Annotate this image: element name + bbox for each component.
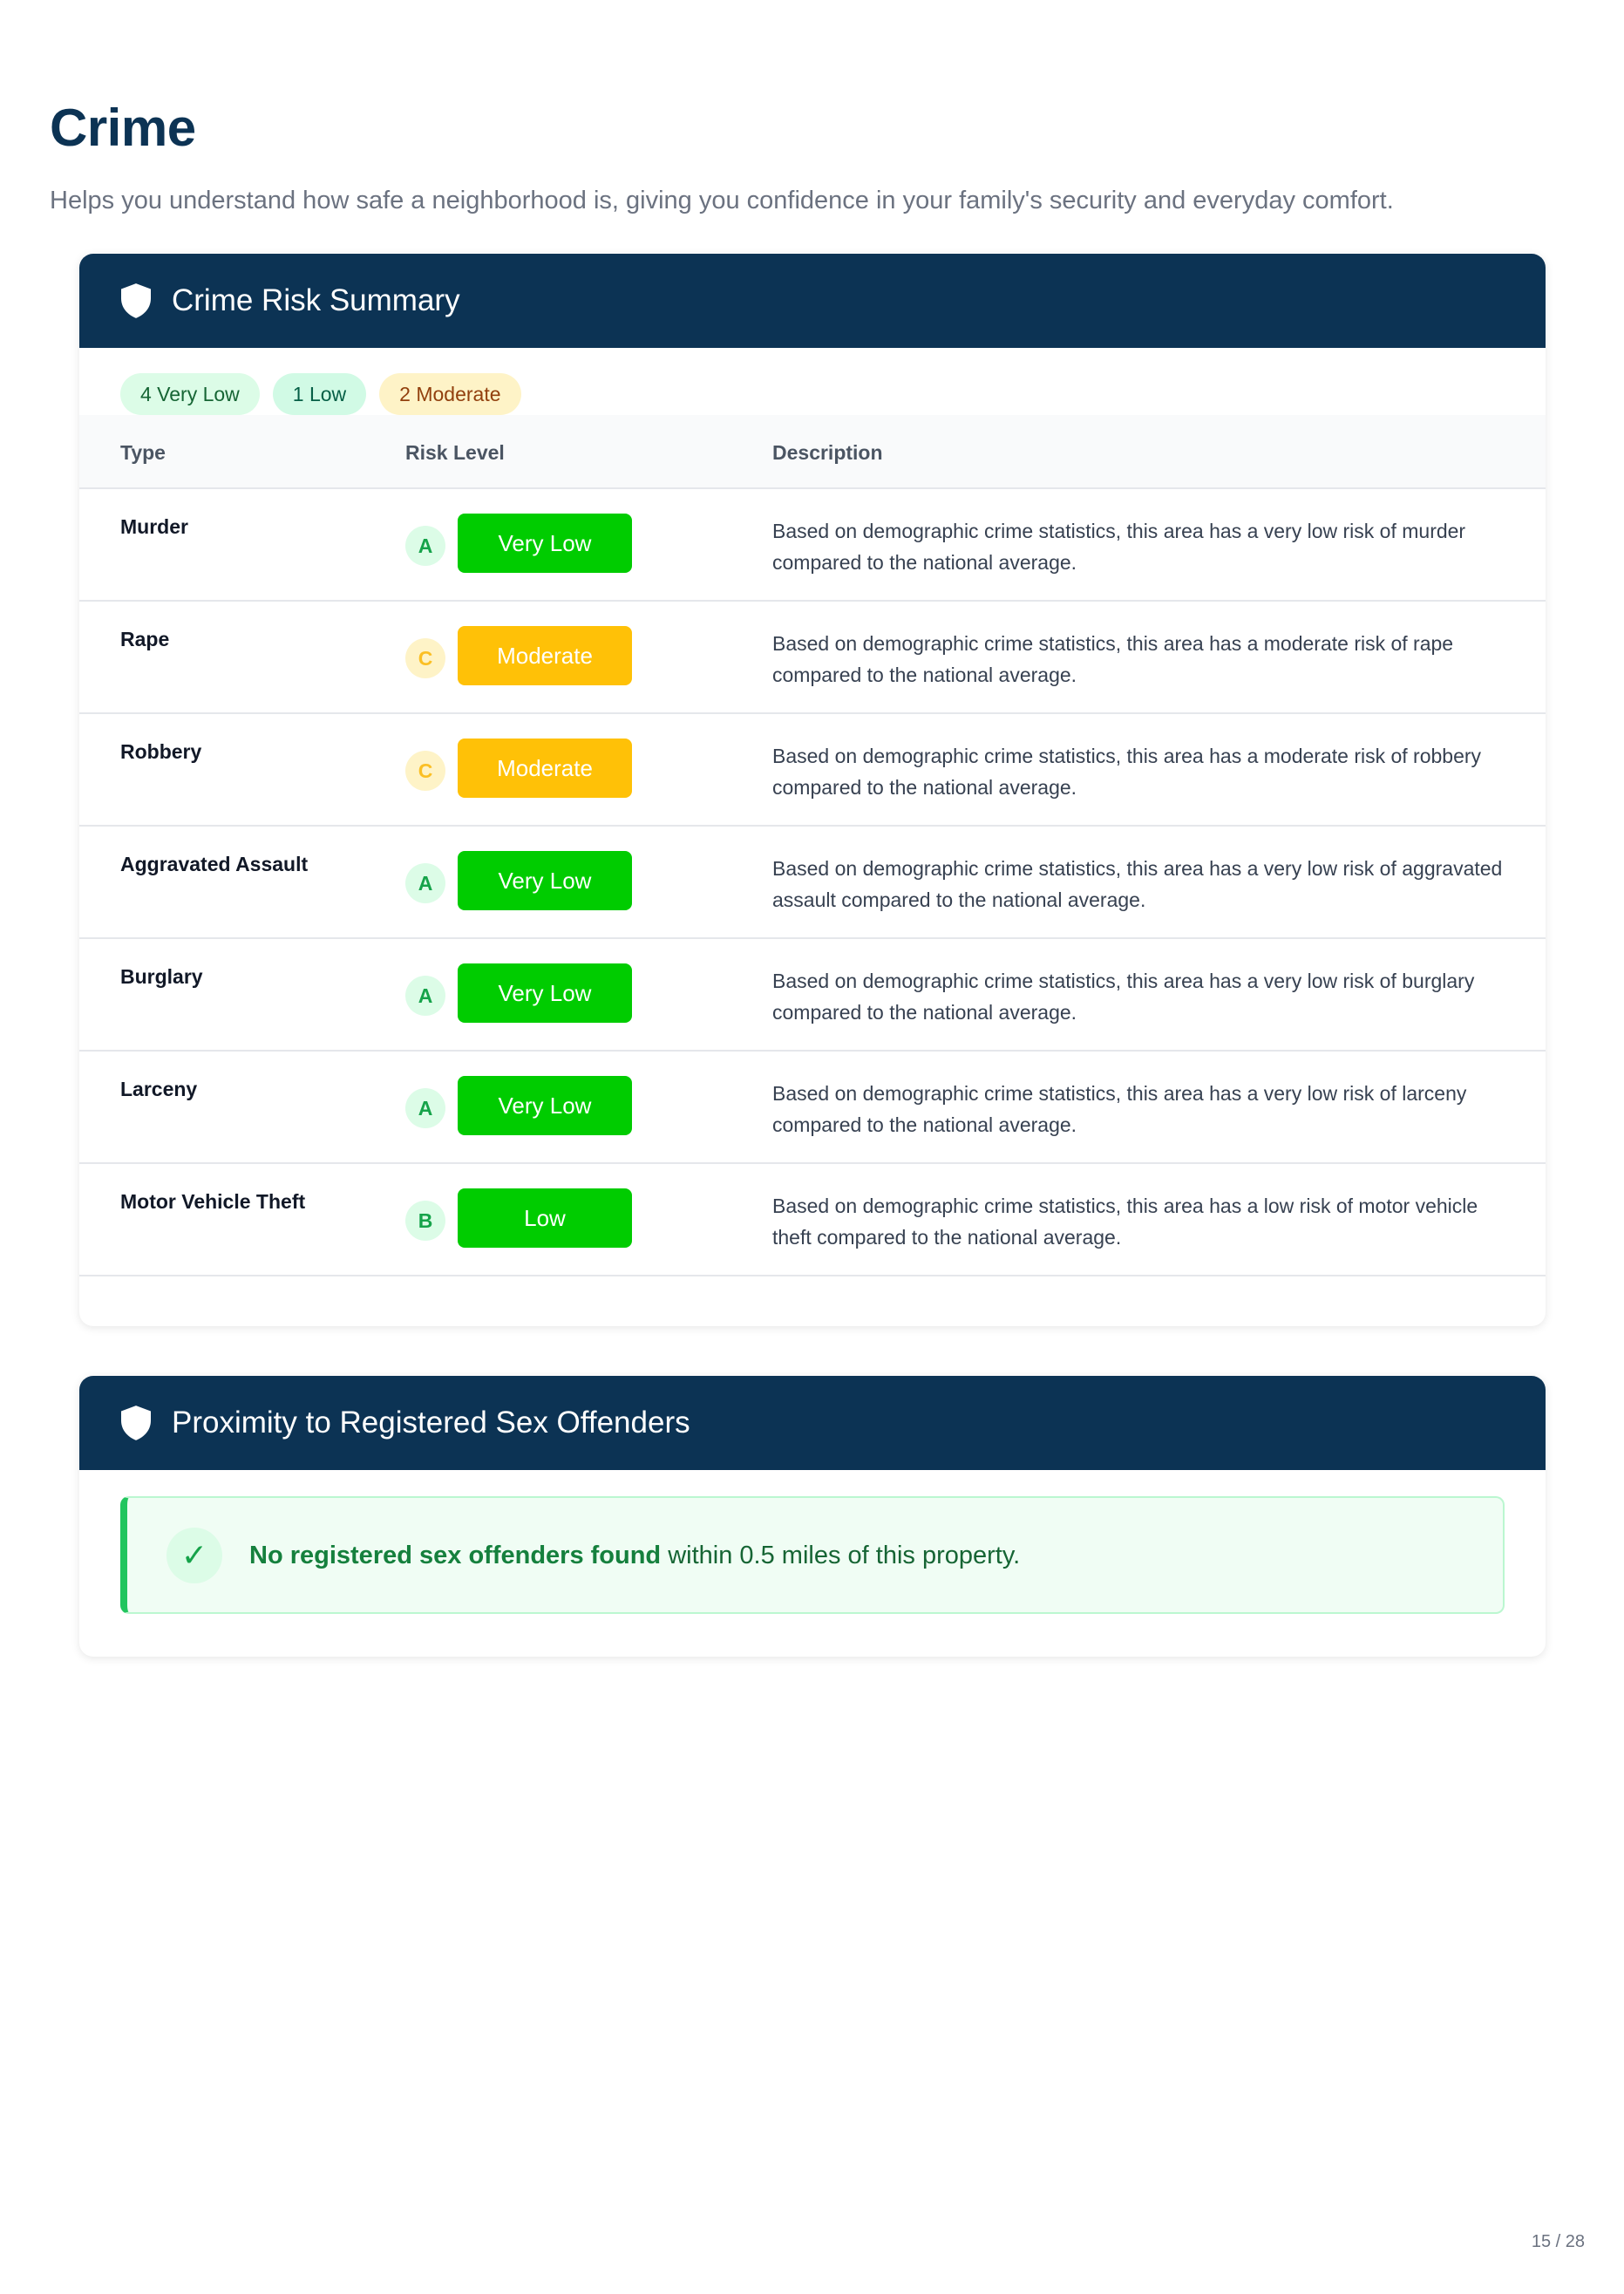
crime-description: Based on demographic crime statistics, this area has a very low risk of burglary compared to the national average. xyxy=(772,970,1475,1024)
sex-offender-proximity-header xyxy=(79,1376,1546,1470)
grade-badge: A xyxy=(405,976,445,1016)
page-subtitle: Helps you understand how safe a neighborhood is, giving you confidence in your family's security and everyday comfort. xyxy=(50,187,1394,214)
crime-description: Based on demographic crime statistics, this area has a moderate risk of robbery compared to the national average. xyxy=(772,745,1482,799)
sex-offender-proximity-card xyxy=(79,1376,1546,1657)
moderate-count-pill: 2 Moderate xyxy=(379,373,520,415)
low-count-pill: 1 Low xyxy=(273,373,366,415)
no-offenders-message xyxy=(249,1542,1020,1570)
grade-badge: B xyxy=(405,1201,445,1241)
table-row xyxy=(79,489,1546,602)
crime-description: Based on demographic crime statistics, this area has a very low risk of aggravated assault compared to the national average. xyxy=(772,857,1503,911)
risk-level-badge: Very Low xyxy=(458,851,632,910)
crime-description: Based on demographic crime statistics, this area has a very low risk of larceny compared to the national average. xyxy=(772,1082,1467,1136)
table-row xyxy=(79,714,1546,827)
grade-badge: C xyxy=(405,638,445,678)
very-low-count-pill: 4 Very Low xyxy=(120,373,260,415)
no-offenders-alert xyxy=(120,1496,1505,1614)
risk-level-badge: Very Low xyxy=(458,963,632,1023)
check-icon: ✓ xyxy=(166,1528,222,1583)
risk-level-badge: Moderate xyxy=(458,739,632,798)
column-header-type: Type xyxy=(120,441,166,464)
page-title: Crime xyxy=(50,99,196,157)
crime-risk-summary-card xyxy=(79,254,1546,1326)
table-row xyxy=(79,827,1546,939)
crime-description: Based on demographic crime statistics, this area has a very low risk of murder compared to the national average. xyxy=(772,520,1466,574)
risk-level-badge: Moderate xyxy=(458,626,632,685)
table-row xyxy=(79,1164,1546,1276)
crime-type: Rape xyxy=(120,628,170,650)
crime-type: Larceny xyxy=(120,1078,198,1100)
crime-risk-summary-title: Crime Risk Summary xyxy=(172,283,460,317)
table-row xyxy=(79,939,1546,1052)
no-offenders-message-rest: within 0.5 miles of this property. xyxy=(661,1542,1021,1569)
shield-icon xyxy=(121,1406,151,1440)
column-header-risk-level: Risk Level xyxy=(405,441,505,464)
no-offenders-message-bold: No registered sex offenders found xyxy=(249,1542,662,1569)
crime-type: Robbery xyxy=(120,740,202,763)
grade-badge: C xyxy=(405,751,445,791)
table-row xyxy=(79,1052,1546,1164)
crime-type: Motor Vehicle Theft xyxy=(120,1190,306,1213)
risk-level-badge: Very Low xyxy=(458,514,632,573)
crime-description: Based on demographic crime statistics, this area has a moderate risk of rape compared to the national average. xyxy=(772,632,1454,686)
crime-type: Aggravated Assault xyxy=(120,853,309,875)
grade-badge: A xyxy=(405,863,445,903)
crime-type: Murder xyxy=(120,515,188,538)
sex-offender-proximity-title: Proximity to Registered Sex Offenders xyxy=(172,1406,690,1440)
risk-level-badge: Low xyxy=(458,1188,632,1248)
risk-level-badge: Very Low xyxy=(458,1076,632,1135)
crime-type: Burglary xyxy=(120,965,203,988)
grade-badge: A xyxy=(405,526,445,566)
column-header-description: Description xyxy=(772,441,883,464)
page-number: 15 / 28 xyxy=(1531,2232,1585,2251)
risk-count-pills xyxy=(120,373,521,415)
grade-badge: A xyxy=(405,1088,445,1128)
table-row xyxy=(79,602,1546,714)
crime-description: Based on demographic crime statistics, this area has a low risk of motor vehicle theft compared to the national average. xyxy=(772,1195,1478,1249)
crime-table-header xyxy=(79,415,1546,489)
shield-icon xyxy=(121,283,151,318)
crime-risk-summary-header xyxy=(79,254,1546,348)
